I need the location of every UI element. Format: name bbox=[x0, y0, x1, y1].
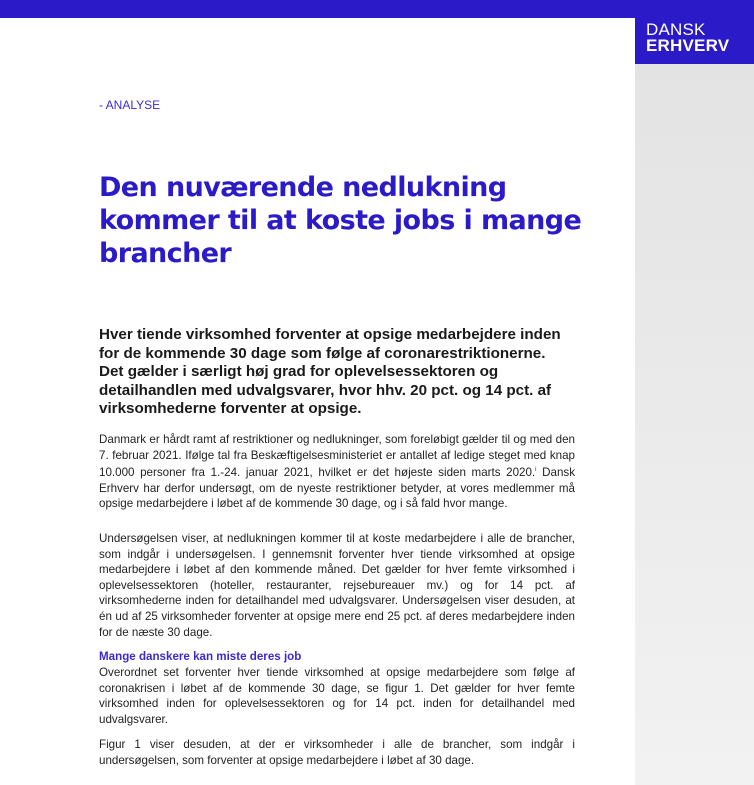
section-kicker: - ANALYSE bbox=[99, 98, 161, 112]
footnote-marker[interactable]: i bbox=[535, 467, 537, 474]
logo-line-1: DANSK bbox=[646, 20, 706, 39]
body-paragraph-3: Overordnet set forventer hver tiende virksomhed at opsige medarbejdere som følge af coronakrisen i løbet af de kommende 30 dage, se figur 1. Det gælder for hver femte virksomhed inden for oplevelsessektoren og for 14 pct. inden for detailhandel med udvalgsvarer. bbox=[99, 666, 575, 726]
body-paragraph-2: Undersøgelsen viser, at nedlukningen kommer til at koste medarbejdere i alle de brancher, som indgår i undersøgelsen. I gennemsnit forventer hver tiende virksomhed at opsige medarbejdere i løbet af den kommende måned. Det gælder for hver femte virksomhed i oplevelsessektoren (hoteller, restauranter, rejsebureauer mv.) og for 14 pct. af virksomhederne inden for detailhandel med udvalgsvarer. Undersøgelsen viser desuden, at én ud af 25 virksomheder forventer at opsige mere end 25 pct. af deres medarbejdere inden for de næste 30 dage. bbox=[99, 532, 575, 639]
body-paragraph-1 bbox=[99, 432, 575, 512]
logo-line-2: ERHVERV bbox=[646, 36, 730, 55]
side-column bbox=[635, 64, 754, 785]
body-paragraph-4: Figur 1 viser desuden, at der er virksomheder i alle de brancher, som indgår i undersøgelsen, som forventer at opsige medarbejdere i løbet af 30 dage. bbox=[99, 738, 575, 767]
lead-paragraph: Hver tiende virksomhed forventer at opsige medarbejdere inden for de kommende 30 dage som følge af coronarestriktionerne. Det gælder i særligt høj grad for oplevelsessektoren og detailhandlen med udvalgsvarer, hvor hhv. 20 pct. og 14 pct. af virksomhederne forventer at opsige. bbox=[99, 326, 561, 417]
paragraph-1-part-b: Dansk Erhverv har derfor undersøgt, om de nyeste restriktioner betyder, at vores medlemmer må opsige medarbejdere i løbet af de kommende 30 dage, og i så fald hvor mange. bbox=[99, 466, 575, 511]
paragraph-1-part-a: Danmark er hårdt ramt af restriktioner og nedlukninger, som foreløbigt gælder til og med den 7. februar 2021. Ifølge tal fra Beskæftigelsesministeriet er antallet af ledige steget med knap 10.000 personer fra 1.-24. januar 2021, hvilket er det højeste siden marts 2020. bbox=[99, 433, 575, 480]
dansk-erhverv-logo bbox=[635, 0, 754, 64]
subheading: Mange danskere kan miste deres job bbox=[99, 650, 302, 663]
page-title: Den nuværende nedlukning kommer til at koste jobs i mange brancher bbox=[99, 172, 582, 269]
